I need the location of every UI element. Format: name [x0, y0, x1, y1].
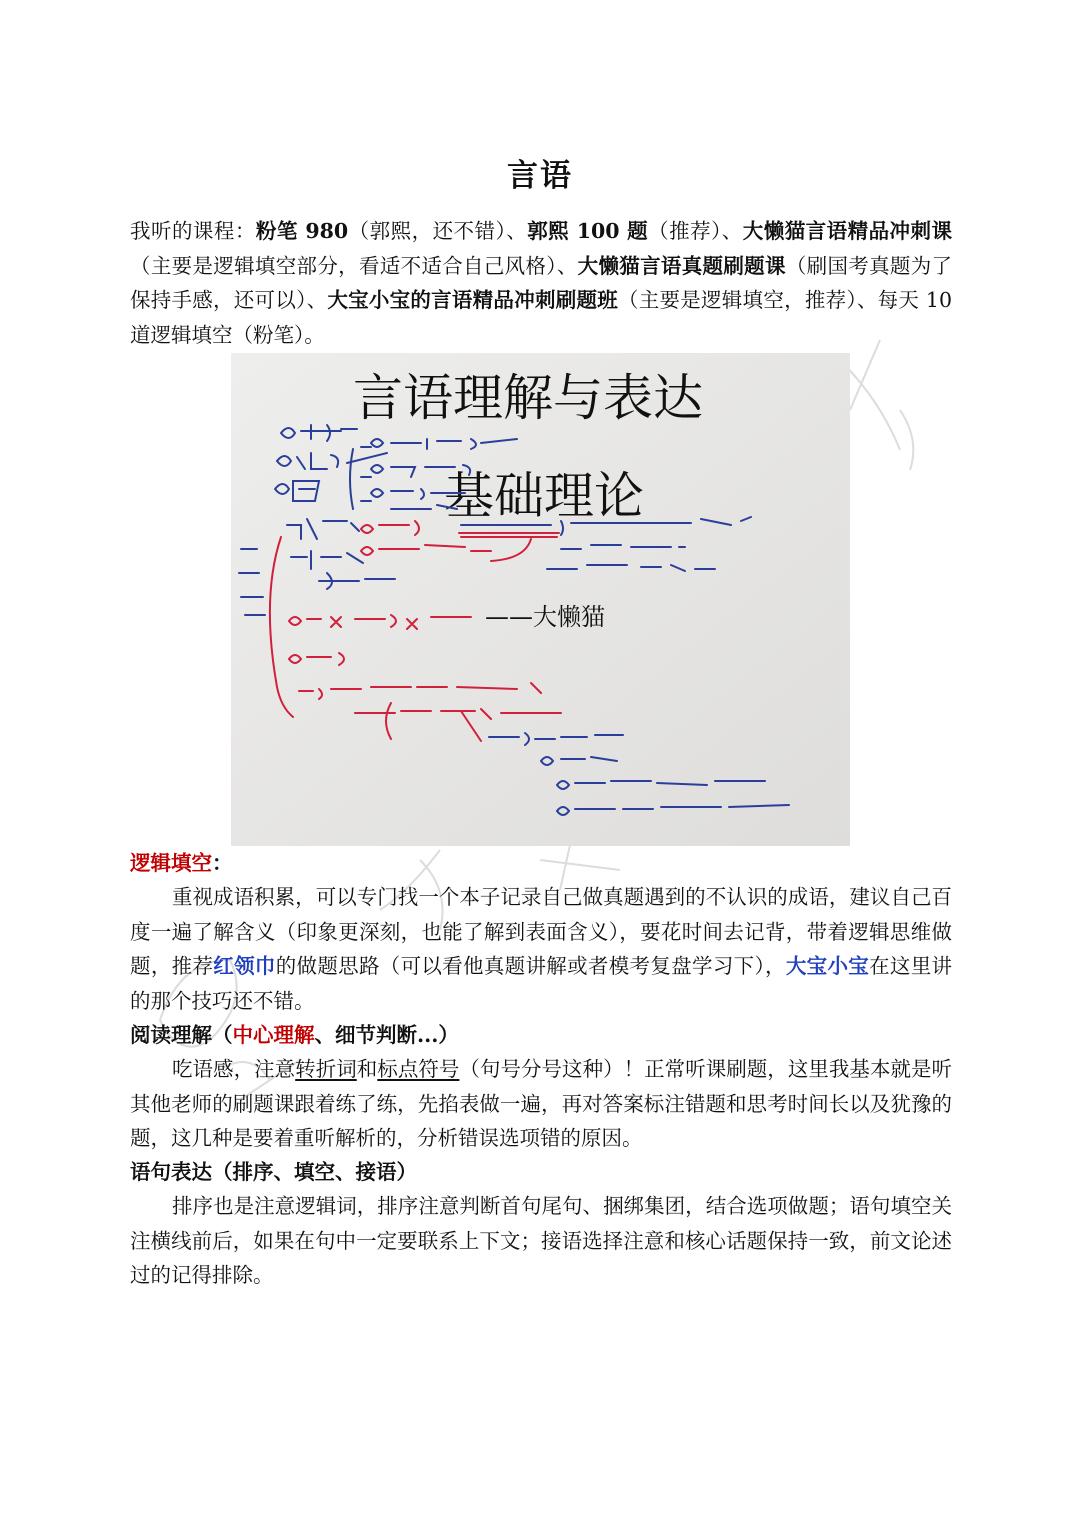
course-3-note: （主要是逻辑填空部分，看适不适合自己风格）、	[130, 253, 578, 278]
course-5: 大宝小宝的言语精品冲刺刷题班	[327, 288, 618, 312]
course-4: 大懒猫言语真题刷题课	[577, 253, 786, 278]
reading-underline-1: 转折词	[295, 1057, 357, 1081]
reading-heading-1: 阅读理解（	[130, 1023, 233, 1047]
logic-text-2: 的做题思路（可以看他真题讲解或者模考复盘学习下），	[275, 954, 786, 978]
course-1-note: （郭熙，还不错）、	[348, 219, 528, 243]
logic-paragraph	[130, 880, 952, 1018]
reading-text-3: （句号分号这种）！正常听课刷题，这里我基本就是听其他老师的刷题课跟着练了练，先掐表做一遍，再对答案标注错题和思考时间长以及犹豫的题，这几种是要着重听解析的，分析错误选项错的原因。	[130, 1057, 953, 1150]
course-5-note: （主要是逻辑填空，推荐）、	[618, 288, 878, 312]
sentence-heading: 语句表达（排序、填空、接语）	[130, 1160, 417, 1184]
reading-text-2: 和	[356, 1057, 378, 1081]
notes-photo	[231, 353, 850, 846]
photo-author: ——大懒猫	[485, 603, 605, 631]
sentence-paragraph: 排序也是注意逻辑词，排序注意判断首句尾句、捆绑集团，结合选项做题；语句填空关注横线前后，如果在句中一定要联系上下文；接语选择注意和核心话题保持一致，前文论述过的记得排除。	[130, 1194, 952, 1287]
course-2-note: （推荐）、	[648, 219, 743, 243]
logic-highlight-1: 红领巾	[213, 954, 276, 978]
photo-subheading: 基础理论	[444, 467, 644, 525]
course-3: 大懒猫言语精品冲刺课	[742, 219, 953, 243]
logic-heading: 逻辑填空	[130, 851, 212, 875]
notes-photo-drawing	[231, 353, 850, 846]
reading-heading-2: 中心理解	[232, 1023, 315, 1047]
course-1: 粉笔 980	[255, 219, 349, 243]
intro-tail: 每天 10 道逻辑填空（粉笔）。	[130, 288, 953, 347]
photo-heading: 言语理解与表达	[353, 369, 703, 427]
page-title: 言语	[507, 158, 573, 194]
reading-text-1: 吃语感，注意	[172, 1057, 296, 1081]
logic-colon: ：	[212, 851, 233, 875]
logic-highlight-2: 大宝小宝	[785, 954, 870, 978]
reading-underline-2: 标点符号	[377, 1057, 460, 1081]
intro-paragraph	[130, 214, 952, 352]
logic-text-3: 在这里讲的那个技巧还不错。	[130, 954, 953, 1013]
intro-lead: 我听的课程：	[130, 219, 256, 243]
course-2: 郭熙 100 题	[527, 219, 649, 243]
section-logic-heading	[130, 846, 952, 881]
section-reading-heading	[130, 1018, 952, 1053]
logic-text-1: 重视成语积累，可以专门找一个本子记录自己做真题遇到的不认识的成语，建议自己百度一遍了解含义（印象更深刻，也能了解到表面含义），要花时间去记背，带着逻辑思维做题，推荐	[130, 885, 952, 978]
reading-heading-3: 、细节判断...）	[314, 1023, 459, 1047]
reading-paragraph	[130, 1052, 952, 1156]
course-4-note: （刷国考真题为了保持手感，还可以）、	[130, 253, 953, 312]
